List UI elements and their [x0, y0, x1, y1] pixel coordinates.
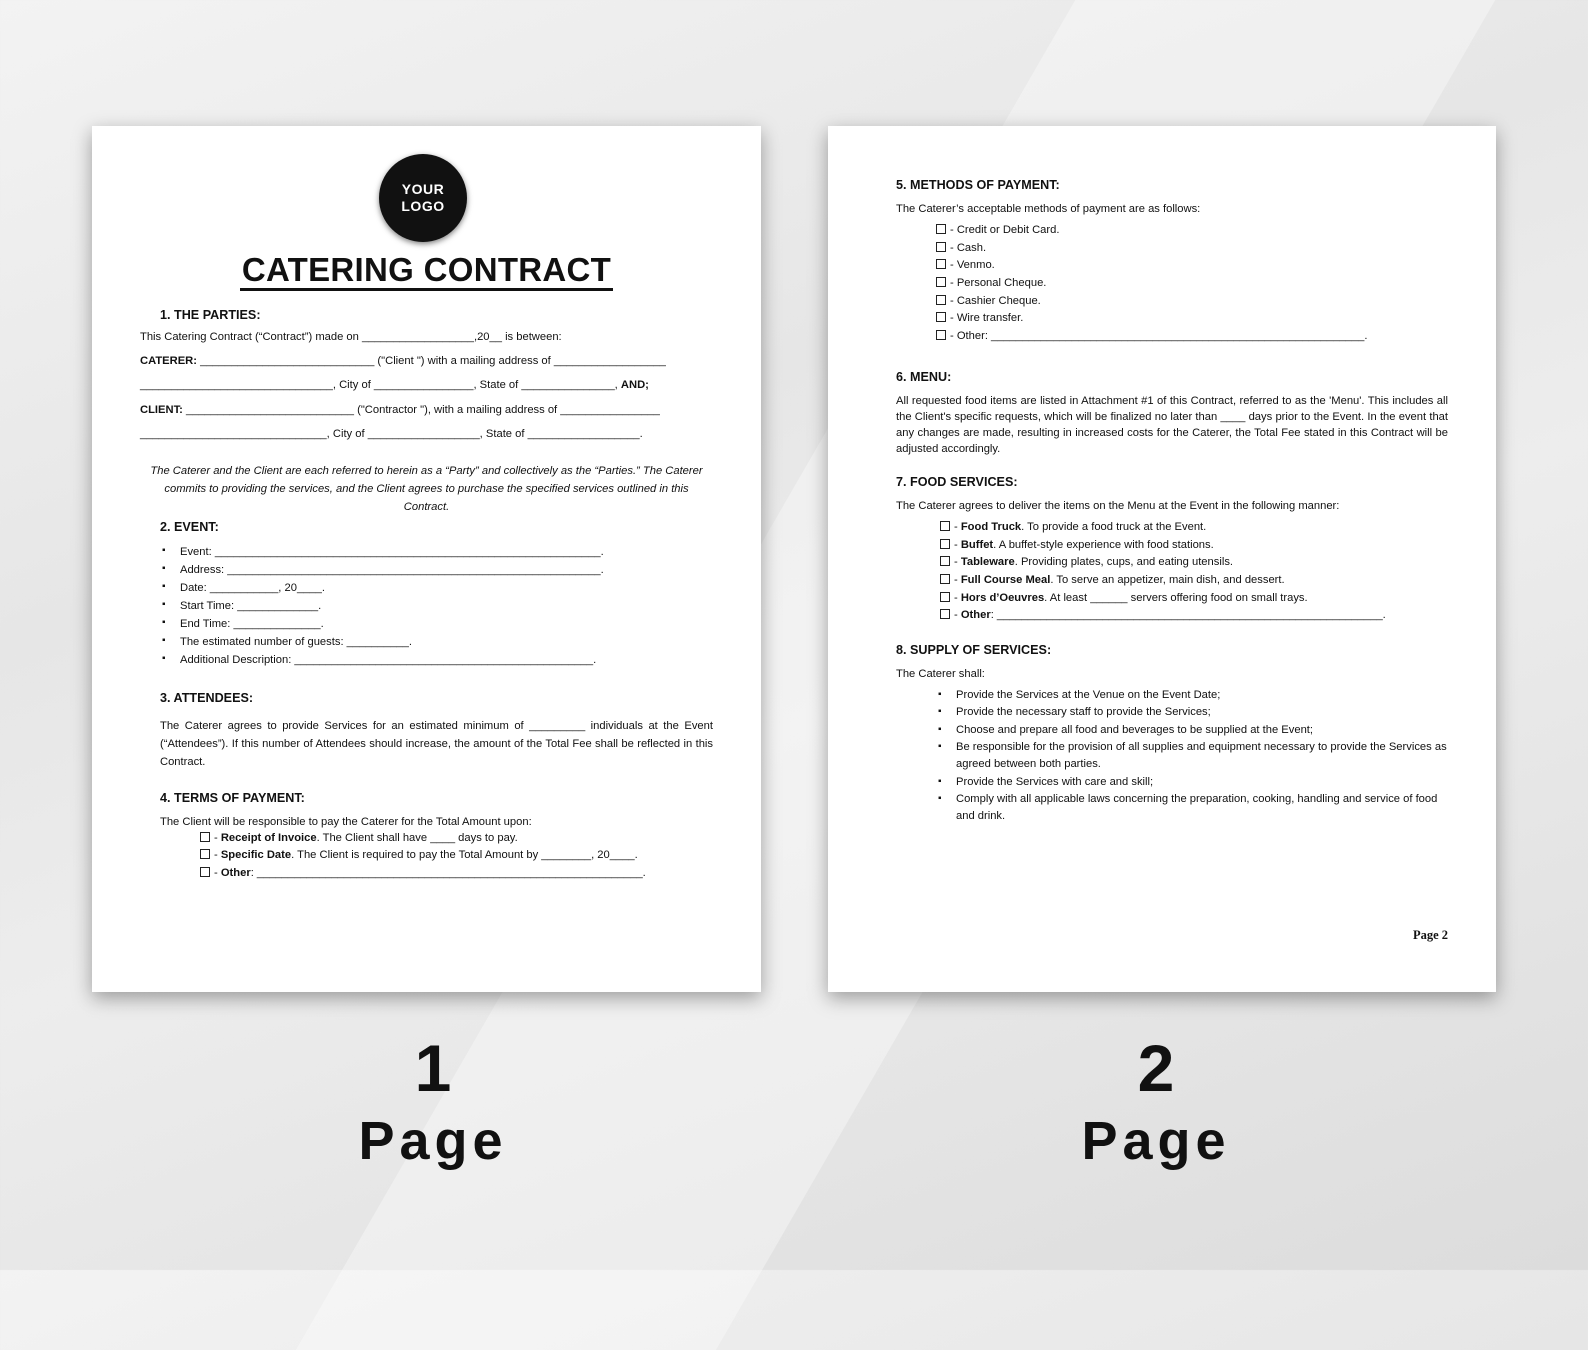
- checkbox[interactable]: [940, 539, 950, 549]
- event-detail-item: ▪ The estimated number of guests: __________.: [160, 633, 713, 651]
- food-service-option[interactable]: - Buffet. A buffet-style experience with food stations.: [940, 537, 1448, 555]
- methods-intro: The Caterer’s acceptable methods of payment are as follows:: [896, 202, 1201, 215]
- checkbox[interactable]: [936, 259, 946, 269]
- payment-method-option[interactable]: [936, 310, 1448, 328]
- section-menu: [896, 368, 1448, 457]
- supply-item: ▪ Comply with all applicable laws concerning the preparation, cooking, handling and service of food and drink.: [936, 791, 1448, 826]
- checkbox[interactable]: [936, 312, 946, 322]
- food-service-description: . At least ______ servers offering food on small trays.: [1044, 591, 1308, 604]
- checkbox[interactable]: [936, 277, 946, 287]
- checkbox[interactable]: [940, 574, 950, 584]
- event-detail-item: ▪ End Time: ______________.: [160, 615, 713, 633]
- food-service-option[interactable]: - Food Truck. To provide a food truck at the Event.: [940, 519, 1448, 537]
- event-detail-item: ▪ Additional Description: ________________________________________________.: [160, 651, 713, 669]
- page-1-word-label: Page: [358, 1111, 508, 1171]
- section-supply-of-services: [896, 641, 1448, 826]
- payment-method-label: - Personal Cheque.: [950, 276, 1047, 289]
- section-heading: 2. EVENT:: [160, 520, 219, 534]
- menu-text: All requested food items are listed in Attachment #1 of this Contract, referred to as the 'Menu'. This includes all the Client's specific requests, which will be finalized no later than ____ days prior to the Event. In the event that any changes are made, resulting in increased costs for the Caterer, the Total Fee stated in this Contract will be adjusted accordingly.: [896, 394, 1448, 456]
- event-detail-item: ▪ Event: ______________________________________________________________.: [160, 543, 713, 561]
- terms-intro: The Client will be responsible to pay the Caterer for the Total Amount upon:: [160, 815, 532, 828]
- payment-term-option[interactable]: - Other: ______________________________________________________________.: [200, 865, 713, 883]
- document-page-1: [92, 126, 761, 992]
- payment-method-label: - Cashier Cheque.: [950, 294, 1041, 307]
- payment-method-option[interactable]: [936, 240, 1448, 258]
- checkbox[interactable]: [940, 609, 950, 619]
- supply-item: ▪ Provide the Services at the Venue on the Event Date;: [936, 687, 1448, 704]
- food-service-name: Tableware: [960, 556, 1015, 569]
- food-service-name: Full Course Meal: [960, 573, 1051, 586]
- event-detail-item: ▪ Date: ___________, 20____.: [160, 579, 713, 597]
- food-service-description: . To provide a food truck at the Event.: [1021, 520, 1207, 533]
- checkbox[interactable]: [200, 832, 210, 842]
- logo-text-line1: YOUR: [401, 180, 445, 197]
- food-service-option[interactable]: - Tableware. Providing plates, cups, and eating utensils.: [940, 554, 1448, 572]
- client-address-line: ______________________________, City of __________________, State of __________________.: [140, 427, 643, 440]
- page-2-word-label: Page: [1081, 1111, 1231, 1171]
- client-line: CLIENT: ___________________________ ("Contractor "), with a mailing address of ________________: [140, 403, 660, 416]
- food-service-name: Other: [960, 609, 991, 622]
- event-detail-item: ▪ Address: ____________________________________________________________.: [160, 561, 713, 579]
- supply-item: ▪ Provide the Services with care and skill;: [936, 774, 1448, 791]
- contract-date-line: This Catering Contract (“Contract”) made on __________________,20__ is between:: [140, 330, 562, 343]
- payment-method-option[interactable]: [936, 293, 1448, 311]
- logo-text-line2: LOGO: [401, 198, 445, 214]
- section-attendees: [160, 689, 713, 771]
- food-service-name: Food Truck: [960, 520, 1022, 533]
- payment-method-label: - Other: ____________________________________________________________.: [950, 330, 1368, 342]
- section-heading: 8. SUPPLY OF SERVICES:: [896, 643, 1052, 657]
- supply-services-list: [896, 687, 1448, 826]
- food-service-description: . Providing plates, cups, and eating utensils.: [1014, 556, 1234, 569]
- section-event: [160, 518, 713, 670]
- checkbox[interactable]: [940, 521, 950, 531]
- payment-method-option[interactable]: [936, 222, 1448, 240]
- food-service-name: Buffet: [960, 538, 994, 551]
- supply-item: ▪ Provide the necessary staff to provide the Services;: [936, 704, 1448, 721]
- checkbox[interactable]: [200, 867, 210, 877]
- page-2-number-label: 2: [1137, 1031, 1175, 1105]
- logo-placeholder: [379, 154, 467, 242]
- payment-methods-list: [896, 222, 1448, 346]
- supply-item: ▪ Choose and prepare all food and beverages to be supplied at the Event;: [936, 722, 1448, 739]
- food-service-option[interactable]: - Other: ______________________________________________________________.: [940, 607, 1448, 625]
- section-heading: 1. THE PARTIES:: [160, 308, 261, 322]
- food-service-description: : ______________________________________________________________.: [990, 609, 1386, 622]
- section-methods-of-payment: [896, 176, 1448, 346]
- payment-method-option[interactable]: [936, 275, 1448, 293]
- supply-item: ▪ Be responsible for the provision of all supplies and equipment necessary to provide the Services as agreed between both parties.: [936, 739, 1448, 774]
- section-heading: 6. MENU:: [896, 370, 952, 384]
- section-heading: 5. METHODS OF PAYMENT:: [896, 178, 1060, 192]
- food-services-intro: The Caterer agrees to deliver the items on the Menu at the Event in the following manner:: [896, 499, 1340, 512]
- food-service-option[interactable]: - Full Course Meal. To serve an appetizer, main dish, and dessert.: [940, 572, 1448, 590]
- food-service-description: . A buffet-style experience with food stations.: [993, 538, 1214, 551]
- checkbox[interactable]: [936, 330, 946, 340]
- parties-intro: The Caterer and the Client are each referred to herein as a “Party” and collectively as the “Parties.” The Caterer commits to providing the services, and the Client agrees to purchase the specified services outlined in this Contract.: [150, 465, 703, 514]
- checkbox[interactable]: [936, 224, 946, 234]
- attendees-text: The Caterer agrees to provide Services for an estimated minimum of _________ individuals at the Event (“Attendees”). If this number of Attendees should increase, the amount of the Total Fee shall be reflected in this Contract.: [160, 719, 713, 768]
- payment-method-option[interactable]: [936, 328, 1448, 346]
- checkbox[interactable]: [940, 592, 950, 602]
- page-number: Page 2: [1412, 928, 1448, 942]
- payment-method-label: - Cash.: [950, 241, 987, 254]
- section-heading: 4. TERMS OF PAYMENT:: [160, 791, 305, 805]
- event-detail-item: ▪ Start Time: _____________.: [160, 597, 713, 615]
- food-services-list: [896, 519, 1448, 625]
- payment-method-label: - Venmo.: [950, 259, 995, 272]
- section-heading: 3. ATTENDEES:: [160, 691, 254, 705]
- caterer-line: CATERER: ____________________________ ("Client ") with a mailing address of __________________: [140, 354, 666, 367]
- section-terms-of-payment: [160, 789, 713, 883]
- checkbox[interactable]: [940, 556, 950, 566]
- caterer-address-line: _______________________________, City of ________________, State of _______________, AND;: [140, 379, 649, 392]
- document-page-2: [828, 126, 1496, 992]
- payment-method-label: - Wire transfer.: [950, 312, 1024, 325]
- section-heading: 7. FOOD SERVICES:: [896, 475, 1018, 489]
- checkbox[interactable]: [936, 295, 946, 305]
- payment-method-label: - Credit or Debit Card.: [950, 223, 1060, 236]
- section-parties: [140, 306, 713, 443]
- food-service-option[interactable]: - Hors d’Oeuvres. At least ______ servers offering food on small trays.: [940, 590, 1448, 608]
- payment-method-option[interactable]: [936, 257, 1448, 275]
- checkbox[interactable]: [936, 242, 946, 252]
- section-food-services: [896, 473, 1448, 625]
- food-service-description: . To serve an appetizer, main dish, and dessert.: [1050, 573, 1285, 586]
- page-1-number-label: 1: [414, 1031, 452, 1105]
- payment-term-option[interactable]: - Receipt of Invoice. The Client shall have ____ days to pay.: [200, 830, 713, 848]
- food-service-name: Hors d’Oeuvres: [960, 591, 1045, 604]
- supply-intro: The Caterer shall:: [896, 667, 985, 680]
- checkbox[interactable]: [200, 849, 210, 859]
- event-details-list: [160, 543, 713, 670]
- payment-term-option[interactable]: - Specific Date. The Client is required to pay the Total Amount by ________, 20____.: [200, 847, 713, 865]
- document-title: CATERING CONTRACT: [92, 244, 761, 295]
